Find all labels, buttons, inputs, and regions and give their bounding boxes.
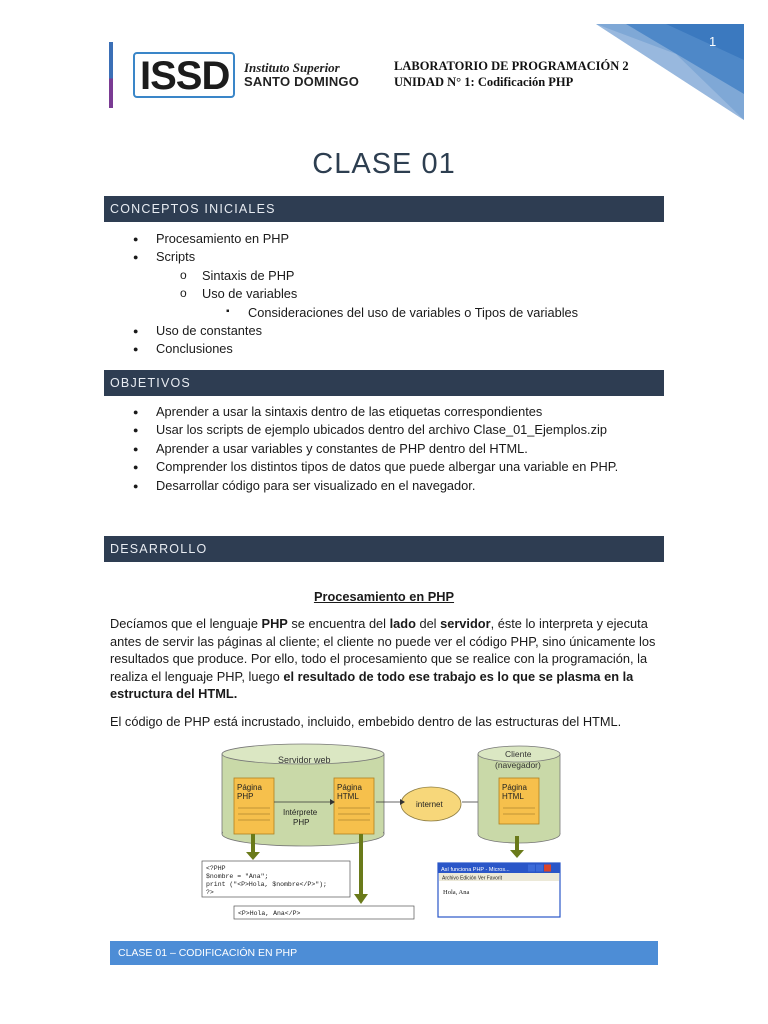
- conceptos-list: [156, 230, 578, 359]
- page-title: CLASE 01: [312, 148, 456, 180]
- list-item: ● Uso de constantes: [156, 322, 578, 340]
- institute-name-line2: SANTO DOMINGO: [244, 74, 360, 89]
- internet-label: internet: [416, 800, 443, 809]
- client-page-label-2: HTML: [502, 792, 524, 801]
- scripts-sublist: [156, 267, 578, 322]
- list-item-label: Scripts: [156, 249, 196, 265]
- section-heading-conceptos: CONCEPTOS INICIALES: [104, 196, 664, 222]
- interpreter-label-1: Intérprete: [283, 808, 318, 817]
- list-item: [156, 248, 578, 322]
- institute-name-line1: Instituto Superior: [244, 60, 340, 75]
- browser-window: [438, 863, 560, 917]
- course-unit: UNIDAD N° 1: Codificación PHP: [394, 75, 574, 89]
- paragraph-1: [110, 615, 660, 703]
- list-item: ● Comprender los distintos tipos de datos que puede albergar una variable en PHP.: [156, 458, 618, 476]
- course-header: [394, 58, 629, 90]
- minimize-icon: [528, 865, 535, 872]
- html-page-label-1: Página: [337, 783, 362, 792]
- client-label-2: (navegador): [495, 760, 541, 770]
- list-item: ▪ Consideraciones del uso de variables o Tipos de variables: [248, 304, 578, 322]
- php-page-label-2: PHP: [237, 792, 254, 801]
- list-item: ● Aprender a usar la sintaxis dentro de las etiquetas correspondientes: [156, 403, 618, 421]
- php-code-box: [202, 861, 350, 897]
- client-label-1: Cliente: [505, 749, 532, 759]
- code-line: print ("<P>Hola, $nombre</P>");: [206, 881, 327, 888]
- client-page-label-1: Página: [502, 783, 527, 792]
- interpreter-label-2: PHP: [293, 818, 310, 827]
- list-item: ● Usar los scripts de ejemplo ubicados dentro del archivo Clase_01_Ejemplos.zip: [156, 421, 618, 439]
- php-processing-diagram: [190, 740, 570, 930]
- text-run: , éste lo interpreta y ejecuta antes de servir las páginas al cliente; el cliente no puede ver el código PHP, sino únicamente los resultados que produce. Por ello, todo el procesamiento que se realice con la programación, la realiza el lenguaje PHP, luego: [110, 616, 656, 684]
- logo-issd: ISSD: [140, 54, 230, 98]
- logo-accent-bar: [109, 42, 113, 108]
- browser-menu: Archivo Edición Ver Favorit: [442, 875, 503, 882]
- variables-sublist: [202, 304, 578, 322]
- client-cylinder: [478, 746, 560, 843]
- code-line: $nombre = "Ana";: [206, 873, 269, 880]
- section-heading-objetivos: OBJETIVOS: [104, 370, 664, 396]
- code-line: <?PHP: [206, 865, 226, 872]
- corner-decoration: [596, 24, 744, 120]
- code-line: ?>: [206, 889, 214, 896]
- list-item: ● Aprender a usar variables y constantes de PHP dentro del HTML.: [156, 440, 618, 458]
- text-run: se encuentra del: [287, 616, 390, 631]
- list-item: o Sintaxis de PHP: [202, 267, 578, 285]
- list-item: ● Conclusiones: [156, 340, 578, 358]
- bold-run: el resultado de todo ese trabajo es lo que se plasma en la estructura del HTML.: [110, 668, 634, 702]
- html-page-label-2: HTML: [337, 792, 359, 801]
- browser-content: Hola, Ana: [443, 889, 470, 896]
- list-item: ● Desarrollar código para ser visualizado en el navegador.: [156, 477, 618, 495]
- list-item-label: Uso de variables: [202, 286, 298, 302]
- browser-title: Así funciona PHP - Micros...: [441, 867, 510, 873]
- subsection-title: Procesamiento en PHP: [313, 589, 455, 604]
- bold-run: lado: [389, 616, 416, 631]
- html-page-server: [334, 778, 374, 834]
- output-line: <P>Hola, Ana</P>: [238, 910, 301, 917]
- text-run: del: [415, 616, 441, 631]
- section-heading-desarrollo: DESARROLLO: [104, 536, 664, 562]
- course-title: LABORATORIO DE PROGRAMACIÓN 2: [394, 59, 629, 73]
- maximize-icon: [536, 865, 543, 872]
- objetivos-list: [156, 403, 618, 495]
- server-label: Servidor web: [278, 755, 331, 765]
- close-icon: [544, 865, 551, 872]
- page-footer: CLASE 01 – CODIFICACIÓN EN PHP: [110, 941, 658, 965]
- text-run: Decíamos que el lenguaje: [110, 616, 262, 631]
- paragraph-2: El código de PHP está incrustado, incluido, embebido dentro de las estructuras del HTML.: [110, 714, 622, 729]
- page-number: 1: [709, 34, 717, 49]
- list-item: ● Procesamiento en PHP: [156, 230, 578, 248]
- php-page-label-1: Página: [237, 783, 262, 792]
- html-output-box: [234, 906, 414, 919]
- internet-cloud-icon: [401, 787, 461, 821]
- bold-run: servidor: [440, 616, 491, 631]
- php-page: [234, 778, 274, 834]
- list-item: [202, 285, 578, 322]
- bold-run: PHP: [261, 616, 288, 631]
